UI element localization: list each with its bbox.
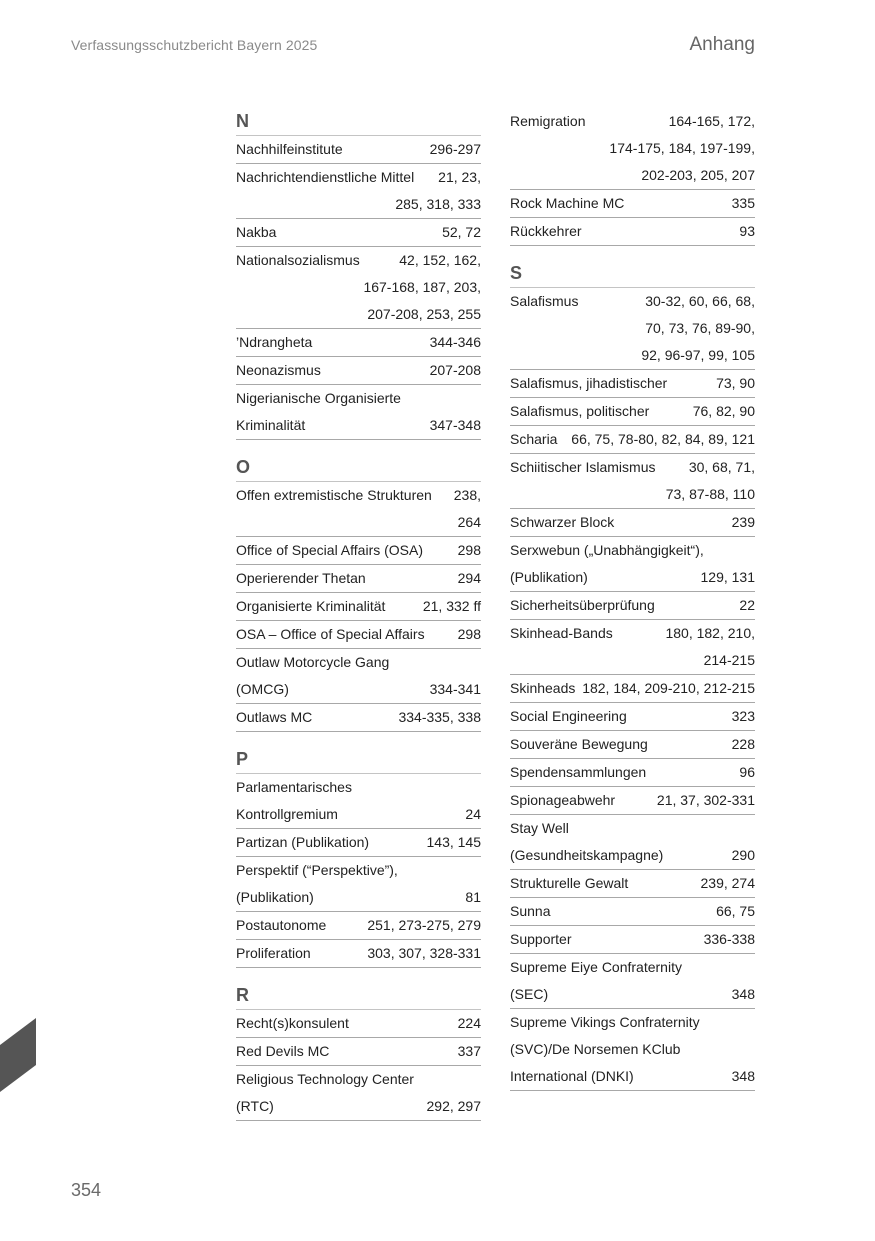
index-entry xyxy=(236,1066,481,1121)
index-entry-line xyxy=(236,164,481,191)
index-entry-line xyxy=(510,454,755,481)
index-entry-line xyxy=(236,136,481,163)
index-page-refs: 207-208, 253, 255 xyxy=(367,306,481,322)
index-term: Recht(s)konsulent xyxy=(236,1015,349,1031)
index-entry xyxy=(236,247,481,329)
index-term: Schwarzer Block xyxy=(510,514,615,530)
index-page-refs: 30, 68, 71, xyxy=(688,459,755,475)
index-entry-line xyxy=(510,592,755,619)
index-page-refs: 76, 82, 90 xyxy=(692,403,755,419)
index-page-refs: 66, 75, 78-80, 82, 84, 89, 121 xyxy=(571,431,755,447)
index-term: Supreme Eiye Confraternity xyxy=(510,959,682,975)
index-entry-line xyxy=(236,1066,481,1093)
index-entry-line xyxy=(236,940,481,967)
index-page-refs: 52, 72 xyxy=(442,224,481,240)
index-entry xyxy=(510,926,755,954)
index-page-refs: 214-215 xyxy=(703,652,755,668)
index-page-refs: 66, 75 xyxy=(716,903,755,919)
index-term: (Publikation) xyxy=(236,889,314,905)
index-term: Scharia xyxy=(510,431,558,447)
index-entry xyxy=(510,620,755,675)
index-term: (RTC) xyxy=(236,1098,274,1114)
page-tab-shape xyxy=(0,1018,36,1092)
index-entry-line xyxy=(510,703,755,730)
index-entry-line xyxy=(510,108,755,135)
index-entry xyxy=(510,815,755,870)
index-term: Salafismus, jihadistischer xyxy=(510,375,668,391)
index-entry xyxy=(510,870,755,898)
index-term: Partizan (Publikation) xyxy=(236,834,370,850)
index-entry-line xyxy=(510,1036,755,1063)
index-entry xyxy=(510,787,755,815)
index-entry xyxy=(236,940,481,968)
index-entry-line xyxy=(236,247,481,274)
index-term: (SVC)/De Norsemen KClub xyxy=(510,1041,681,1057)
index-entry xyxy=(236,329,481,357)
index-entry xyxy=(510,759,755,787)
index-section xyxy=(510,108,755,246)
index-entry xyxy=(236,774,481,829)
index-section xyxy=(236,108,481,440)
index-page-refs: 294 xyxy=(457,570,481,586)
index-entry-line xyxy=(510,926,755,953)
section-letter-heading: S xyxy=(510,260,755,288)
index-entry-line xyxy=(236,537,481,564)
index-entry xyxy=(510,370,755,398)
index-entry-line xyxy=(236,649,481,676)
index-entry-line xyxy=(236,857,481,884)
index-page-refs: 298 xyxy=(457,626,481,642)
index-page-refs: 202-203, 205, 207 xyxy=(641,167,755,183)
index-page-refs: 323 xyxy=(731,708,755,724)
index-entry-line xyxy=(236,676,481,703)
index-term: Salafismus, politischer xyxy=(510,403,650,419)
index-entry xyxy=(510,218,755,246)
index-section xyxy=(510,260,755,1091)
index-page-refs: 348 xyxy=(731,986,755,1002)
index-entry xyxy=(510,703,755,731)
index-page-refs: 182, 184, 209-210, 212-215 xyxy=(582,680,755,696)
index-term: Nakba xyxy=(236,224,277,240)
index-entry xyxy=(510,190,755,218)
index-page-refs: 42, 152, 162, xyxy=(399,252,481,268)
index-entry-line xyxy=(236,482,481,509)
index-entry-line xyxy=(510,135,755,162)
index-term: Serxwebun („Unabhängigkeit“), xyxy=(510,542,704,558)
index-entry-line xyxy=(236,801,481,828)
index-entry-line xyxy=(510,218,755,245)
index-entry xyxy=(236,482,481,537)
index-page-refs: 167-168, 187, 203, xyxy=(363,279,481,295)
index-page-refs: 21, 332 ff xyxy=(422,598,481,614)
index-term: Offen extremistische Strukturen xyxy=(236,487,432,503)
index-page-refs: 164-165, 172, xyxy=(668,113,755,129)
index-entry xyxy=(510,454,755,509)
index-term: Nachhilfeinstitute xyxy=(236,141,343,157)
index-entry-line xyxy=(510,675,755,702)
index-term: Strukturelle Gewalt xyxy=(510,875,629,891)
section-letter-heading: O xyxy=(236,454,481,482)
index-page-refs: 30-32, 60, 66, 68, xyxy=(645,293,755,309)
index-entry-line xyxy=(510,815,755,842)
index-term: Red Devils MC xyxy=(236,1043,330,1059)
index-entry-line xyxy=(236,357,481,384)
section-letter-heading: P xyxy=(236,746,481,774)
index-term: Postautonome xyxy=(236,917,327,933)
index-entry-line xyxy=(510,537,755,564)
index-entry-line xyxy=(236,219,481,246)
index-page-refs: 96 xyxy=(739,764,755,780)
index-page-refs: 207-208 xyxy=(429,362,481,378)
index-entry xyxy=(236,621,481,649)
index-page-refs: 224 xyxy=(457,1015,481,1031)
index-entry xyxy=(236,704,481,732)
index-entry xyxy=(236,593,481,621)
index-page-refs: 93 xyxy=(739,223,755,239)
index-page-refs: 129, 131 xyxy=(700,569,755,585)
index-entry-line xyxy=(510,509,755,536)
index-page-refs: 335 xyxy=(731,195,755,211)
index-entry xyxy=(236,136,481,164)
index-entry xyxy=(236,164,481,219)
index-entry-line xyxy=(236,912,481,939)
index-term: Outlaw Motorcycle Gang xyxy=(236,654,390,670)
section-letter-heading: R xyxy=(236,982,481,1010)
index-page-refs: 174-175, 184, 197-199, xyxy=(609,140,755,156)
index-entry-line xyxy=(510,731,755,758)
index-term: OSA – Office of Special Affairs xyxy=(236,626,425,642)
index-page-refs: 296-297 xyxy=(429,141,481,157)
index-term: Proliferation xyxy=(236,945,311,961)
index-term: Nationalsozialismus xyxy=(236,252,360,268)
index-entry xyxy=(510,426,755,454)
index-page-refs: 348 xyxy=(731,1068,755,1084)
index-page-refs: 337 xyxy=(457,1043,481,1059)
index-entry-line xyxy=(236,704,481,731)
index-entry-line xyxy=(236,593,481,620)
index-entry-line xyxy=(510,898,755,925)
index-entry-line xyxy=(236,621,481,648)
index-entry-line xyxy=(510,1009,755,1036)
index-entry-line xyxy=(236,1038,481,1065)
index-entry xyxy=(236,649,481,704)
index-entry xyxy=(236,565,481,593)
index-term: Skinheads xyxy=(510,680,576,696)
index-entry-line xyxy=(236,774,481,801)
index-page-refs: 336-338 xyxy=(703,931,755,947)
index-entry xyxy=(510,537,755,592)
index-term: Supreme Vikings Confraternity xyxy=(510,1014,700,1030)
page-number: 354 xyxy=(71,1180,102,1200)
section-letter-heading: N xyxy=(236,108,481,136)
index-entry-line xyxy=(236,385,481,412)
index-term: ’Ndrangheta xyxy=(236,334,313,350)
index-entry xyxy=(236,857,481,912)
index-entry-line xyxy=(510,842,755,869)
index-entry xyxy=(236,1038,481,1066)
index-term: International (DNKI) xyxy=(510,1068,634,1084)
index-entry xyxy=(236,912,481,940)
index-term: (Gesundheitskampagne) xyxy=(510,847,664,863)
index-page-refs: 264 xyxy=(457,514,481,530)
index-term: Parlamentarisches xyxy=(236,779,352,795)
index-page-refs: 238, xyxy=(453,487,481,503)
index-term: Kriminalität xyxy=(236,417,306,433)
index-term: Skinhead-Bands xyxy=(510,625,613,641)
index-page-refs: 251, 273-275, 279 xyxy=(367,917,481,933)
index-term: Rock Machine MC xyxy=(510,195,625,211)
index-page-refs: 239, 274 xyxy=(700,875,755,891)
index-term: Perspektif (“Perspektive”), xyxy=(236,862,398,878)
index-page-refs: 290 xyxy=(731,847,755,863)
index-section xyxy=(236,746,481,968)
index-entry-line xyxy=(236,191,481,218)
index-page-refs: 285, 318, 333 xyxy=(395,196,481,212)
index-entry xyxy=(510,898,755,926)
index-section xyxy=(236,982,481,1121)
index-entry xyxy=(236,219,481,247)
index-term: Religious Technology Center xyxy=(236,1071,414,1087)
index-term: Organisierte Kriminalität xyxy=(236,598,386,614)
index-entry-line xyxy=(236,1010,481,1037)
index-page-refs: 292, 297 xyxy=(426,1098,481,1114)
index-section xyxy=(236,454,481,732)
index-entry-line xyxy=(510,342,755,369)
index-entry xyxy=(510,1009,755,1091)
index-term: Office of Special Affairs (OSA) xyxy=(236,542,424,558)
index-entry xyxy=(236,385,481,440)
index-page-refs: 92, 96-97, 99, 105 xyxy=(641,347,755,363)
index-page-refs: 24 xyxy=(465,806,481,822)
index-page-refs: 344-346 xyxy=(429,334,481,350)
index-entry-line xyxy=(510,162,755,189)
index-entry xyxy=(236,1010,481,1038)
index-term: Operierender Thetan xyxy=(236,570,366,586)
index-page-refs: 73, 87-88, 110 xyxy=(665,486,755,502)
index-entry xyxy=(510,288,755,370)
index-entry-line xyxy=(510,647,755,674)
index-page-refs: 298 xyxy=(457,542,481,558)
index-page-refs: 73, 90 xyxy=(716,375,755,391)
index-page-refs: 334-341 xyxy=(429,681,481,697)
index-entry-line xyxy=(510,426,755,453)
index-entry-line xyxy=(510,315,755,342)
index-page-refs: 334-335, 338 xyxy=(398,709,481,725)
index-term: Nigerianische Organisierte xyxy=(236,390,401,406)
index-term: Nachrichtendienstliche Mittel xyxy=(236,169,415,185)
report-title: Verfassungsschutzbericht Bayern 2025 xyxy=(71,37,318,53)
index-term: Rückkehrer xyxy=(510,223,582,239)
index-entry xyxy=(236,537,481,565)
index-page-refs: 81 xyxy=(465,889,481,905)
index-page-refs: 21, 23, xyxy=(438,169,481,185)
index-entry-line xyxy=(510,759,755,786)
index-term: Salafismus xyxy=(510,293,579,309)
index-term: Spionageabwehr xyxy=(510,792,616,808)
index-entry-line xyxy=(510,481,755,508)
index-entry-line xyxy=(510,787,755,814)
index-entry-line xyxy=(510,190,755,217)
index-term: Schiitischer Islamismus xyxy=(510,459,656,475)
index-column-left xyxy=(236,108,481,1121)
index-term: Outlaws MC xyxy=(236,709,313,725)
index-entry-line xyxy=(236,301,481,328)
index-term: Social Engineering xyxy=(510,708,627,724)
index-term: Remigration xyxy=(510,113,586,129)
index-entry xyxy=(510,731,755,759)
index-entry xyxy=(236,357,481,385)
chapter-title: Anhang xyxy=(689,34,755,55)
page-tab-marker xyxy=(0,1018,36,1092)
index-term: Sicherheitsüberprüfung xyxy=(510,597,655,613)
index-entry xyxy=(510,954,755,1009)
index-term: Stay Well xyxy=(510,820,569,836)
index-entry-line xyxy=(236,565,481,592)
index-entry-line xyxy=(236,884,481,911)
index-term: (SEC) xyxy=(510,986,549,1002)
index-term: Souveräne Bewegung xyxy=(510,736,648,752)
index-entry xyxy=(510,592,755,620)
index-entry xyxy=(510,398,755,426)
index-term: Supporter xyxy=(510,931,572,947)
index-entry-line xyxy=(236,509,481,536)
index-entry-line xyxy=(510,981,755,1008)
index-entry-line xyxy=(236,412,481,439)
index-column-right xyxy=(510,108,755,1091)
index-entry-line xyxy=(510,398,755,425)
index-page-refs: 22 xyxy=(739,597,755,613)
index-page-refs: 143, 145 xyxy=(426,834,481,850)
index-entry-line xyxy=(236,1093,481,1120)
index-term: (OMCG) xyxy=(236,681,289,697)
index-entry-line xyxy=(510,288,755,315)
index-term: Kontrollgremium xyxy=(236,806,338,822)
index-entry-line xyxy=(510,954,755,981)
index-term: Sunna xyxy=(510,903,551,919)
index-page-refs: 347-348 xyxy=(429,417,481,433)
index-entry xyxy=(510,509,755,537)
index-entry xyxy=(510,675,755,703)
index-page-refs: 70, 73, 76, 89-90, xyxy=(645,320,755,336)
index-entry-line xyxy=(236,829,481,856)
index-page-refs: 180, 182, 210, xyxy=(665,625,755,641)
index-entry-line xyxy=(510,1063,755,1090)
index-page-refs: 239 xyxy=(731,514,755,530)
index-entry-line xyxy=(510,370,755,397)
index-term: Neonazismus xyxy=(236,362,321,378)
index-entry-line xyxy=(510,870,755,897)
index-entry xyxy=(236,829,481,857)
index-entry-line xyxy=(236,274,481,301)
index-entry-line xyxy=(510,564,755,591)
index-entry xyxy=(510,108,755,190)
index-page-refs: 21, 37, 302-331 xyxy=(656,792,755,808)
index-entry-line xyxy=(236,329,481,356)
index-term: Spendensammlungen xyxy=(510,764,647,780)
index-entry-line xyxy=(510,620,755,647)
index-page-refs: 228 xyxy=(731,736,755,752)
index-page-refs: 303, 307, 328-331 xyxy=(367,945,481,961)
index-term: (Publikation) xyxy=(510,569,588,585)
